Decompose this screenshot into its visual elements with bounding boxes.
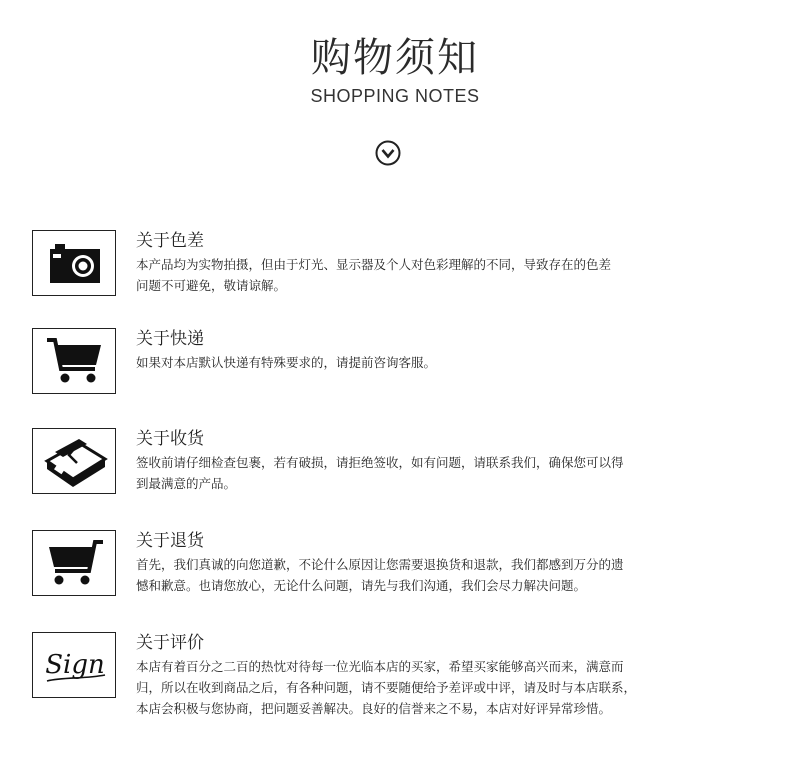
section-title: 关于收货 — [136, 429, 204, 449]
camera-icon-box — [32, 230, 116, 296]
shopping-cart-icon — [33, 329, 117, 395]
section-line: 首先，我们真诚的向您道歉，不论什么原因让您需要退换货和退款，我们都感到万分的遗 — [136, 557, 624, 572]
section-title: 关于评价 — [136, 633, 204, 653]
chevron-down-circle-icon — [375, 140, 401, 166]
section-line: 本店有着百分之二百的热忱对待每一位光临本店的买家，希望买家能够高兴而来，满意而 — [136, 659, 624, 674]
section-line: 本店会积极与您协商，把问题妥善解决。良好的信誉来之不易，本店对好评异常珍惜。 — [136, 701, 612, 716]
section-line: 本产品均为实物拍摄，但由于灯光、显示器及个人对色彩理解的不同，导致存在的色差 — [136, 257, 612, 272]
section-line: 签收前请仔细检查包裹，若有破损，请拒绝签收，如有问题，请联系我们，确保您可以得 — [136, 455, 624, 470]
camera-icon — [33, 231, 117, 297]
signature-icon-text: Sign — [45, 650, 105, 680]
page-title: 购物须知 — [311, 35, 479, 81]
section-title: 关于快递 — [136, 329, 204, 349]
section-line: 归，所以在收到商品之后，有各种问题，请不要随便给予差评或中评，请及时与本店联系， — [136, 680, 637, 695]
section-body — [136, 452, 756, 494]
section-line: 憾和歉意。也请您放心，无论什么问题，请先与我们沟通，我们会尽力解决问题。 — [136, 578, 587, 593]
shopping-cart-icon-box — [32, 328, 116, 394]
section-title: 关于退货 — [136, 531, 204, 551]
section-body — [136, 254, 756, 296]
package-box-icon — [33, 429, 117, 495]
signature-icon — [33, 633, 117, 699]
return-cart-icon-box — [32, 530, 116, 596]
section-body — [136, 656, 756, 719]
section-body — [136, 352, 756, 373]
section-body — [136, 554, 756, 596]
section-title: 关于色差 — [136, 231, 204, 251]
return-cart-icon — [33, 531, 117, 597]
section-line: 如果对本店默认快递有特殊要求的，请提前咨询客服。 — [136, 355, 437, 370]
signature-icon-box — [32, 632, 116, 698]
page-subtitle: SHOPPING NOTES — [310, 86, 480, 106]
section-line: 问题不可避免，敬请谅解。 — [136, 278, 287, 293]
package-box-icon-box — [32, 428, 116, 494]
section-line: 到最满意的产品。 — [136, 476, 237, 491]
